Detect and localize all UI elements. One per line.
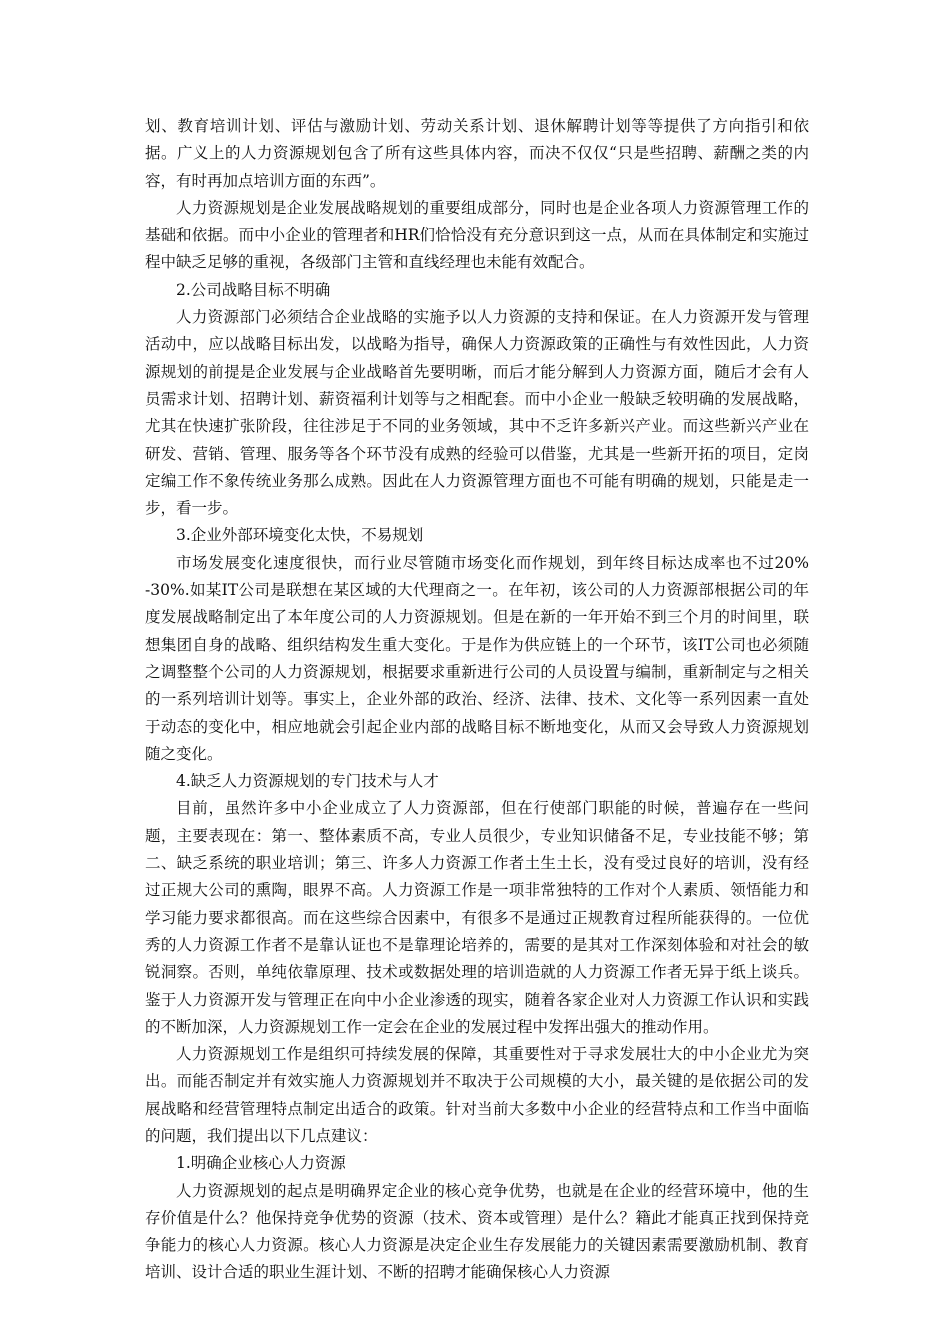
paragraph: 人力资源规划是企业发展战略规划的重要组成部分，同时也是企业各项人力资源管理工作的基础和依据。而中小企业的管理者和HR们恰恰没有充分意识到这一点，从而在具体制定和实施过程中缺乏足够的重视，各级部门主管和直线经理也未能有效配合。 [145, 198, 809, 272]
section-heading: 2.公司战略目标不明确 [176, 280, 331, 299]
paragraph: 人力资源部门必须结合企业战略的实施予以人力资源的支持和保证。在人力资源开发与管理活动中，应以战略目标出发，以战略为指导，确保人力资源政策的正确性与有效性因此，人力资源规划的前提是企业发展与企业战略首先要明晰，而后才能分解到人力资源方面，随后才会有人员需求计划、招聘计划、薪资福利计划等与之相配套。而中小企业一般缺乏较明确的发展战略，尤其在快速扩张阶段，往往涉足于不同的业务领域，其中不乏许多新兴产业。而这些新兴产业在研发、营销、管理、服务等各个环节没有成熟的经验可以借鉴，尤其是一些新开拓的项目，定岗定编工作不象传统业务那么成熟。因此在人力资源管理方面也不可能有明确的规划，只能是走一步，看一步。 [145, 308, 809, 518]
paragraph: 人力资源规划的起点是明确界定企业的核心竞争优势，也就是在企业的经营环境中，他的生存价值是什么？他保持竞争优势的资源（技术、资本或管理）是什么？籍此才能真正找到保持竞争能力的核心人力资源。核心人力资源是决定企业生存发展能力的关键因素需要激励机制、教育培训、设计合适的职业生涯计划、不断的招聘才能确保核心人力资源 [145, 1181, 809, 1282]
paragraph: 市场发展变化速度很快，而行业尽管随市场变化而作规划，到年终目标达成率也不过20% -30%.如某IT公司是联想在某区域的大代理商之一。在年初，该公司的人力资源部根据公司的年度发展战略制定出了本年度公司的人力资源规划。但是在新的一年开始不到三个月的时间里，联想集团自身的战略、组织结构发生重大变化。于是作为供应链上的一个环节，该IT公司也必须随之调整整个公司的人力资源规划，根据要求重新进行公司的人员设置与编制，重新制定与之相关的一系列培训计划等。事实上，企业外部的政治、经济、法律、技术、文化等一系列因素一直处于动态的变化中，相应地就会引起企业内部的战略目标不断地变化，从而又会导致人力资源规划随之变化。 [145, 553, 809, 763]
paragraph-continued: 划、教育培训计划、评估与激励计划、劳动关系计划、退休解聘计划等等提供了方向指引和依据。广义上的人力资源规划包含了所有这些具体内容，而决不仅仅“只是些招聘、薪酬之类的内容，有时再加点培训方面的东西”。 [145, 117, 809, 190]
paragraph: 目前，虽然许多中小企业成立了人力资源部，但在行使部门职能的时候，普遍存在一些问题，主要表现在：第一、整体素质不高，专业人员很少，专业知识储备不足，专业技能不够；第二、缺乏系统的职业培训；第三、许多人力资源工作者土生土长，没有受过良好的培训，没有经过正规大公司的熏陶，眼界不高。人力资源工作是一项非常独特的工作对个人素质、领悟能力和学习能力要求都很高。而在这些综合因素中，有很多不是通过正规教育过程所能获得的。一位优秀的人力资源工作者不是靠认证也不是靠理论培养的，需要的是其对工作深刻体验和对社会的敏锐洞察。否则，单纯依靠原理、技术或数据处理的培训造就的人力资源工作者无异于纸上谈兵。鉴于人力资源开发与管理正在向中小企业渗透的现实，随着各家企业对人力资源工作认识和实践的不断加深，人力资源规划工作一定会在企业的发展过程中发挥出强大的推动作用。 [145, 799, 809, 1036]
document-page [145, 113, 809, 1287]
section-heading: 1.明确企业核心人力资源 [176, 1154, 346, 1173]
paragraph: 人力资源规划工作是组织可持续发展的保障，其重要性对于寻求发展壮大的中小企业尤为突出。而能否制定并有效实施人力资源规划并不取决于公司规模的大小，最关键的是依据公司的发展战略和经营管理特点制定出适合的政策。针对当前大多数中小企业的经营特点和工作当中面临的问题，我们提出以下几点建议： [145, 1045, 809, 1145]
section-heading: 3.企业外部环境变化太快，不易规划 [176, 526, 424, 545]
section-heading: 4.缺乏人力资源规划的专门技术与人才 [176, 772, 439, 791]
